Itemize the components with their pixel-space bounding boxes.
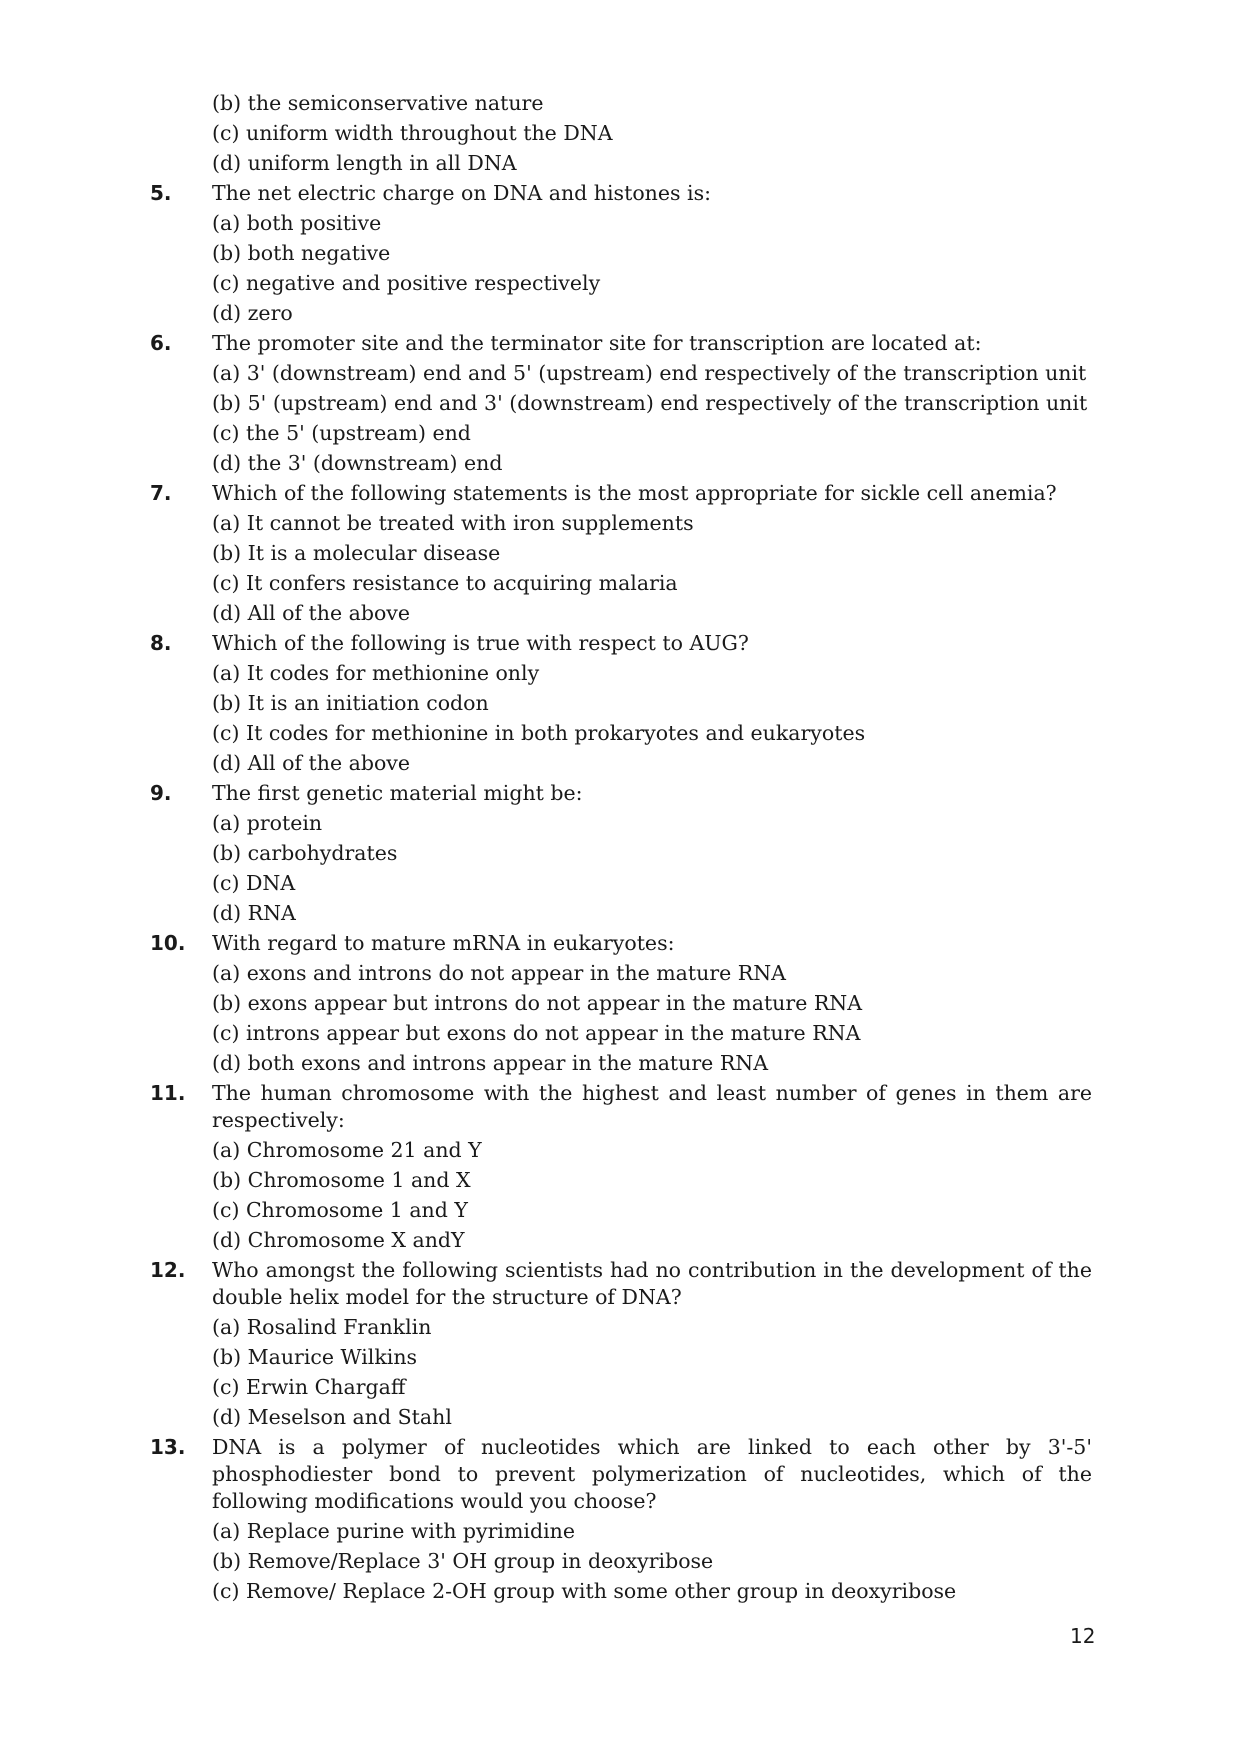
question-text: The promoter site and the terminator site for transcription are located at:	[212, 331, 982, 355]
option-line: (b) It is an initiation codon	[212, 691, 489, 715]
option-line: (c) uniform width throughout the DNA	[212, 121, 613, 145]
option-line: (c) Remove/ Replace 2-OH group with some other group in deoxyribose	[212, 1579, 957, 1603]
question-10	[0, 928, 1241, 958]
option-line: (c) It confers resistance to acquiring malaria	[212, 571, 678, 595]
option-line: (b) It is a molecular disease	[212, 541, 501, 565]
option-line: (d) uniform length in all DNA	[212, 151, 517, 175]
option-line: (b) exons appear but introns do not appear in the mature RNA	[212, 991, 863, 1015]
option-line: (b) carbohydrates	[212, 841, 398, 865]
question-text: Which of the following statements is the most appropriate for sickle cell anemia?	[212, 481, 1057, 505]
option-line: (d) zero	[212, 301, 293, 325]
option-line: (b) 5' (upstream) end and 3' (downstream) end respectively of the transcription unit	[212, 391, 1088, 415]
question-number: 8.	[150, 631, 172, 655]
question-text: The human chromosome with the highest and least number of genes in them are respectively:	[212, 1081, 1092, 1132]
document-body	[0, 88, 1241, 1606]
option-line: (d) both exons and introns appear in the mature RNA	[212, 1051, 769, 1075]
option-line: (c) Chromosome 1 and Y	[212, 1198, 468, 1222]
option-line: (d) the 3' (downstream) end	[212, 451, 503, 475]
option-line: (a) It cannot be treated with iron supplements	[212, 511, 694, 535]
option-line: (d) Chromosome X andY	[212, 1228, 465, 1252]
question-11	[150, 1078, 1092, 1135]
option-line: (a) protein	[212, 811, 323, 835]
option-line: (d) RNA	[212, 901, 296, 925]
option-line: (b) the semiconservative nature	[212, 91, 544, 115]
question-text: The first genetic material might be:	[212, 781, 583, 805]
question-text: The net electric charge on DNA and histones is:	[212, 181, 712, 205]
question-7	[0, 478, 1241, 508]
option-line: (c) negative and positive respectively	[212, 271, 601, 295]
question-6	[0, 328, 1241, 358]
option-line: (a) exons and introns do not appear in the mature RNA	[212, 961, 786, 985]
option-line: (d) Meselson and Stahl	[212, 1405, 452, 1429]
question-9	[0, 778, 1241, 808]
question-number: 5.	[150, 181, 172, 205]
option-line: (b) both negative	[212, 241, 391, 265]
option-line: (c) the 5' (upstream) end	[212, 421, 471, 445]
option-line: (d) All of the above	[212, 751, 411, 775]
question-number: 9.	[150, 781, 172, 805]
option-line: (a) Replace purine with pyrimidine	[212, 1519, 575, 1543]
option-line: (c) introns appear but exons do not appear in the mature RNA	[212, 1021, 861, 1045]
question-number: 13.	[150, 1435, 186, 1459]
question-number: 11.	[150, 1081, 186, 1105]
question-text: With regard to mature mRNA in eukaryotes:	[212, 931, 675, 955]
question-13	[150, 1432, 1092, 1516]
option-line: (b) Maurice Wilkins	[212, 1345, 418, 1369]
question-number: 7.	[150, 481, 172, 505]
option-line: (a) 3' (downstream) end and 5' (upstream) end respectively of the transcription unit	[212, 361, 1087, 385]
option-line: (b) Chromosome 1 and X	[212, 1168, 471, 1192]
option-line: (c) DNA	[212, 871, 296, 895]
option-line: (b) Remove/Replace 3' OH group in deoxyribose	[212, 1549, 714, 1573]
question-text: Which of the following is true with respect to AUG?	[212, 631, 749, 655]
question-number: 12.	[150, 1258, 186, 1282]
option-line: (a) Rosalind Franklin	[212, 1315, 432, 1339]
option-line: (a) both positive	[212, 211, 382, 235]
page-number: 12	[1070, 1624, 1096, 1648]
question-12	[150, 1255, 1092, 1312]
question-text: DNA is a polymer of nucleotides which are linked to each other by 3'-5' phosphodiester bond to prevent polymerization of nucleotides, which of the following modifications would you choose?	[212, 1435, 1092, 1513]
option-line: (d) All of the above	[212, 601, 411, 625]
option-line: (a) It codes for methionine only	[212, 661, 540, 685]
question-8	[0, 628, 1241, 658]
question-number: 6.	[150, 331, 172, 355]
option-line: (a) Chromosome 21 and Y	[212, 1138, 482, 1162]
question-number: 10.	[150, 931, 186, 955]
option-line: (c) It codes for methionine in both prokaryotes and eukaryotes	[212, 721, 866, 745]
question-text: Who amongst the following scientists had no contribution in the development of the double helix model for the structure of DNA?	[212, 1258, 1092, 1309]
question-5	[0, 178, 1241, 208]
option-line: (c) Erwin Chargaff	[212, 1375, 406, 1399]
